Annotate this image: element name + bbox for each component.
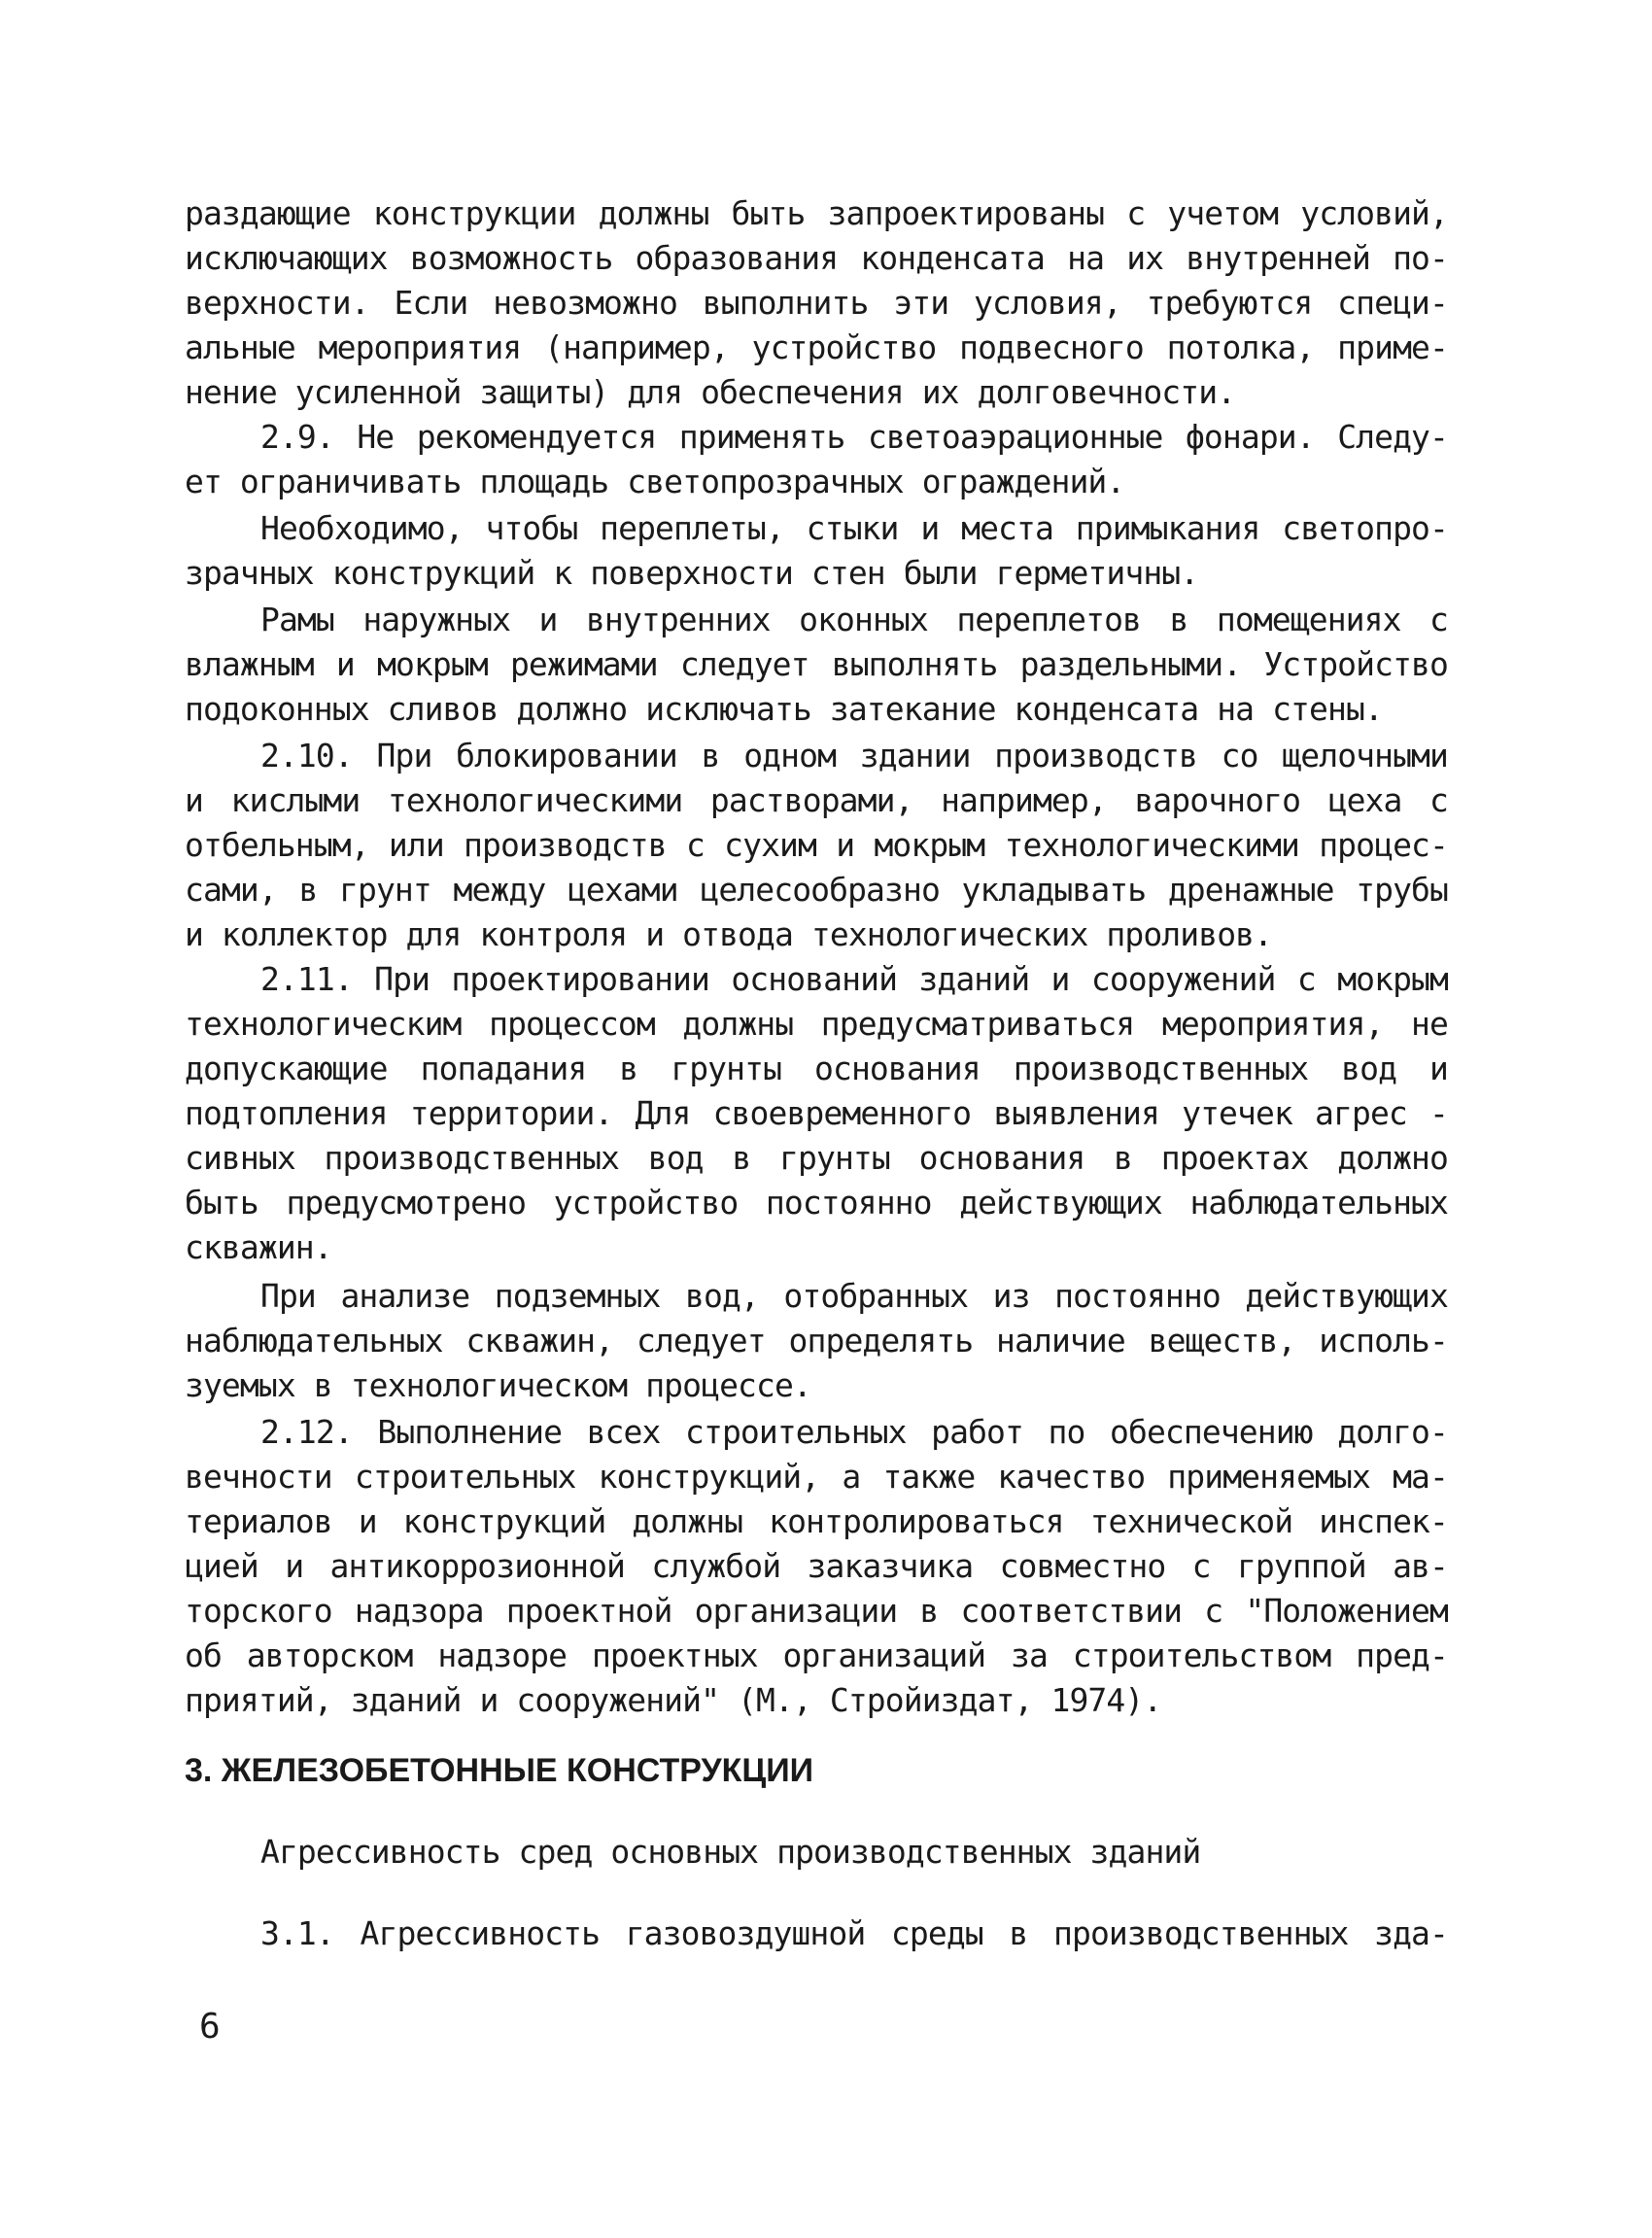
section-heading: 3. ЖЕЛЕЗОБЕТОННЫЕ КОНСТРУКЦИИ [185, 1752, 814, 1789]
text-line: и коллектор для контроля и отвода технологических проливов. [185, 915, 1273, 953]
text-line: допускающие попадания в грунты основания производственных вод и [185, 1050, 1448, 1087]
text-line: исключающих возможность образования конденсата на их внутренней по- [185, 239, 1448, 277]
text-line: 2.9. Не рекомендуется применять светоаэрационные фонари. Следу- [260, 418, 1448, 456]
text-line: Рамы наружных и внутренних оконных переплетов в помещениях с [260, 601, 1448, 638]
text-line: альные мероприятия (например, устройство подвесного потолка, приме- [185, 328, 1448, 366]
text-line: и кислыми технологическими растворами, например, варочного цеха с [185, 781, 1448, 819]
text-line: быть предусмотрено устройство постоянно действующих наблюдательных [185, 1184, 1448, 1222]
text-line: верхности. Если невозможно выполнить эти условия, требуются специ- [185, 284, 1448, 322]
text-line: отбельным, или производств с сухим и мокрым технологическими процес- [185, 826, 1448, 864]
text-line: териалов и конструкций должны контролироваться технической инспек- [185, 1502, 1448, 1540]
text-line: цией и антикоррозионной службой заказчика совместно с группой ав- [185, 1547, 1448, 1585]
text-line: скважин. [185, 1228, 332, 1266]
text-line: сивных производственных вод в грунты основания в проектах должно [185, 1139, 1448, 1177]
text-line: ет ограничивать площадь светопрозрачных ограждений. [185, 463, 1125, 500]
text-line: 2.12. Выполнение всех строительных работ по обеспечению долго- [260, 1413, 1448, 1451]
text-line: раздающие конструкции должны быть запроектированы с учетом условий, [185, 194, 1448, 232]
text-line: Необходимо, чтобы переплеты, стыки и места примыкания светопро- [260, 509, 1448, 547]
text-line: 2.11. При проектировании оснований зданий и сооружений с мокрым [260, 960, 1448, 998]
text-line: сами, в грунт между цехами целесообразно укладывать дренажные трубы [185, 871, 1448, 909]
text-line: влажным и мокрым режимами следует выполнять раздельными. Устройство [185, 645, 1448, 683]
text-line: наблюдательных скважин, следует определять наличие веществ, исполь- [185, 1322, 1448, 1360]
text-line: вечности строительных конструкций, а также качество применяемых ма- [185, 1458, 1448, 1496]
text-line: об авторском надзоре проектных организаций за строительством пред- [185, 1636, 1448, 1674]
subheading: Агрессивность сред основных производственных зданий [260, 1833, 1201, 1871]
text-line: 2.10. При блокировании в одном здании производств со щелочными [260, 737, 1448, 775]
text-line: технологическим процессом должны предусматриваться мероприятия, не [185, 1005, 1448, 1043]
text-line: подоконных сливов должно исключать затекание конденсата на стены. [185, 690, 1383, 728]
text-line: 3.1. Агрессивность газовоздушной среды в производственных зда- [260, 1914, 1448, 1952]
text-line: зрачных конструкций к поверхности стен были герметичны. [185, 554, 1199, 592]
page-number: 6 [199, 2007, 220, 2047]
text-line: При анализе подземных вод, отобранных из постоянно действующих [260, 1277, 1448, 1315]
text-line: приятий, зданий и сооружений" (М., Стройиздат, 1974). [185, 1681, 1162, 1719]
text-line: торского надзора проектной организации в соответствии с "Положением [185, 1592, 1448, 1630]
text-line: подтопления территории. Для своевременного выявления утечек агрес - [185, 1094, 1448, 1132]
text-line: зуемых в технологическом процессе. [185, 1366, 811, 1404]
text-line: нение усиленной защиты) для обеспечения их долговечности. [185, 373, 1236, 411]
